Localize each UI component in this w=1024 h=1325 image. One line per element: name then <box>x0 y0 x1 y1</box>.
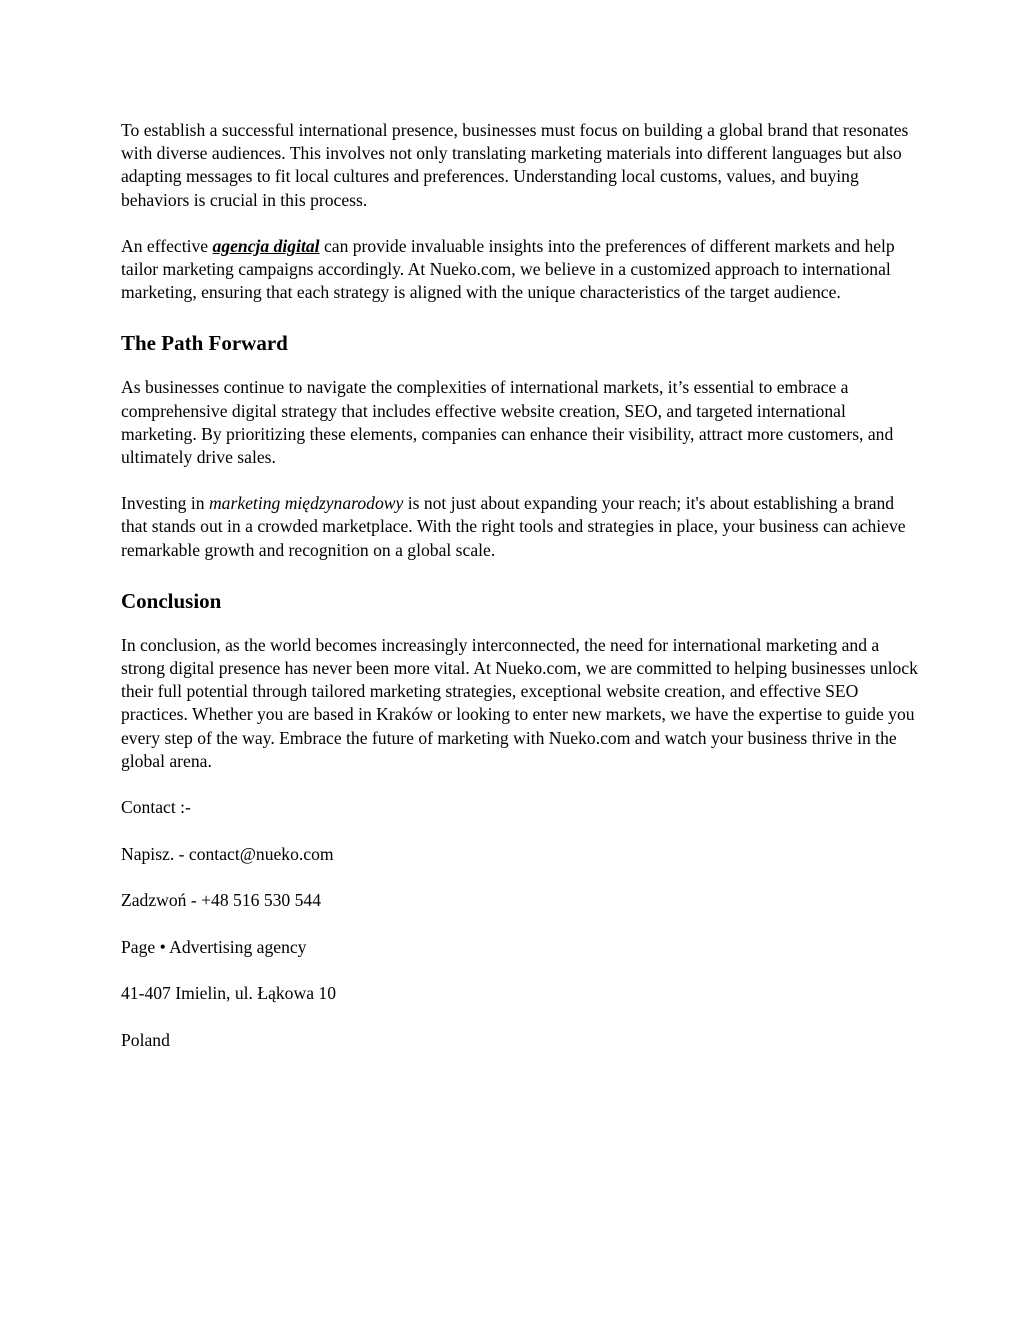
contact-block <box>121 796 921 1052</box>
intro-p2-after: can provide invaluable insights into the preferences of different markets and help tailor marketing campaigns accordingly. At Nueko.com, we believe in a customized approach to international marketing, ensuring that each strategy is aligned with the unique characteristics of the target audience. <box>121 235 895 303</box>
path-p2-before: Investing in <box>121 493 209 514</box>
contact-email: Napisz. - contact@nueko.com <box>121 843 334 864</box>
marketing-miedzynarodowy-text: marketing międzynarodowy <box>208 493 404 514</box>
conclusion-heading: Conclusion <box>121 588 222 613</box>
intro-paragraph-1: To establish a successful international presence, businesses must focus on building a global brand that resonates with diverse audiences. This involves not only translating marketing materials into different languages but also adapting messages to fit local cultures and preferences. Understanding local customs, values, and buying behaviors is crucial in this process. <box>121 120 909 210</box>
path-forward-heading: The Path Forward <box>121 331 288 356</box>
contact-label: Contact :- <box>121 797 191 818</box>
contact-page: Page • Advertising agency <box>121 936 307 957</box>
conclusion-paragraph: In conclusion, as the world becomes increasingly interconnected, the need for international marketing and a strong digital presence has never been more vital. At Nueko.com, we are committed to helping businesses unlock their full potential through tailored marketing strategies, exceptional website creation, and effective SEO practices. Whether you are based in Kraków or looking to enter new markets, we have the expertise to guide you every step of the way. Embrace the future of marketing with Nueko.com and watch your business thrive in the global arena. <box>121 634 918 771</box>
intro-paragraph-2 <box>121 235 921 305</box>
path-forward-paragraph-1: As businesses continue to navigate the complexities of international markets, it’s essential to embrace a comprehensive digital strategy that includes effective website creation, SEO, and targeted international marketing. By prioritizing these elements, companies can enhance their visibility, attract more customers, and ultimately drive sales. <box>121 377 894 468</box>
contact-address: 41-407 Imielin, ul. Łąkowa 10 <box>121 983 336 1004</box>
intro-p2-before: An effective <box>121 235 213 256</box>
path-forward-paragraph-2 <box>121 492 921 562</box>
contact-phone: Zadzwoń - +48 516 530 544 <box>121 890 322 911</box>
document-page <box>121 119 921 1076</box>
contact-country: Poland <box>121 1030 170 1051</box>
path-p2-after: is not just about expanding your reach; it's about establishing a brand that stands out in a crowded marketplace. With the right tools and strategies in place, your business can achieve remarkable growth and recognition on a global scale. <box>121 493 906 560</box>
agencja-digital-link[interactable]: agencja digital <box>212 235 320 256</box>
